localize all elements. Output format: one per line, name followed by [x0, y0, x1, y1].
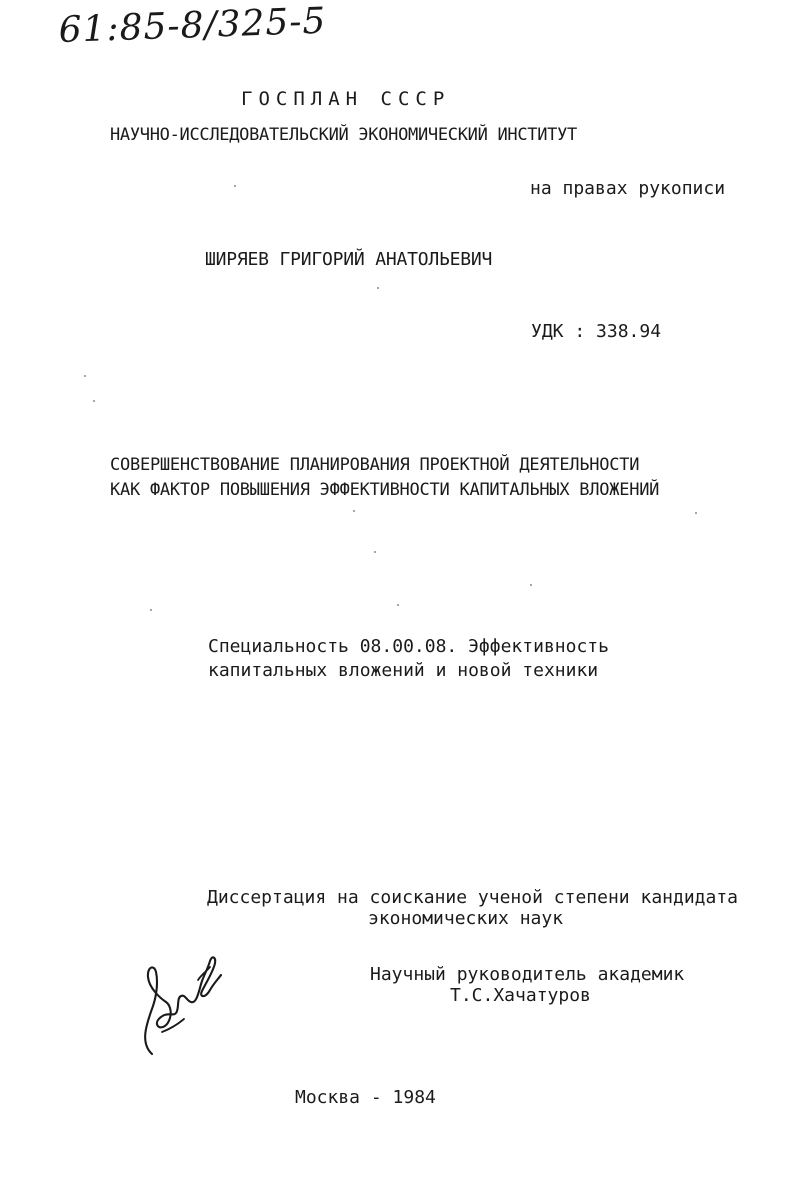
advisor-line: Научный руководитель академик: [370, 964, 685, 985]
dissertation-title-line: КАК ФАКТОР ПОВЫШЕНИЯ ЭФФЕКТИВНОСТИ КАПИТАЛЬНЫХ ВЛОЖЕНИЙ: [110, 480, 660, 500]
degree-line: экономических наук: [368, 908, 564, 929]
scan-speck: [695, 512, 697, 514]
scan-speck: [93, 400, 95, 402]
scan-speck: [353, 510, 355, 512]
scan-speck: [374, 551, 376, 553]
scan-speck: [234, 185, 236, 187]
handwritten-catalog-code: 61:85-8/325-5: [58, 0, 328, 51]
scan-speck: [530, 584, 532, 586]
handwritten-signature: [128, 950, 228, 1070]
dissertation-title-line: СОВЕРШЕНСТВОВАНИЕ ПЛАНИРОВАНИЯ ПРОЕКТНОЙ ДЕЯТЕЛЬНОСТИ: [110, 455, 640, 475]
manuscript-rights-note: на правах рукописи: [530, 178, 726, 199]
place-and-year: Москва - 1984: [295, 1087, 436, 1108]
author-name: ШИРЯЕВ ГРИГОРИЙ АНАТОЛЬЕВИЧ: [205, 249, 493, 270]
scan-speck: [84, 375, 86, 377]
specialty-line: Специальность 08.00.08. Эффективность: [208, 636, 609, 657]
institute-title: НАУЧНО-ИССЛЕДОВАТЕЛЬСКИЙ ЭКОНОМИЧЕСКИЙ ИНСТИТУТ: [110, 125, 577, 145]
agency-title: ГОСПЛАН СССР: [241, 88, 451, 110]
scan-speck: [377, 287, 379, 289]
scan-speck: [397, 604, 399, 606]
specialty-line: капитальных вложений и новой техники: [208, 660, 599, 681]
udc-code: УДК : 338.94: [531, 321, 662, 342]
scan-speck: [150, 609, 152, 611]
degree-line: Диссертация на соискание ученой степени кандидата: [207, 887, 739, 908]
advisor-line: Т.С.Хачатуров: [450, 985, 591, 1006]
